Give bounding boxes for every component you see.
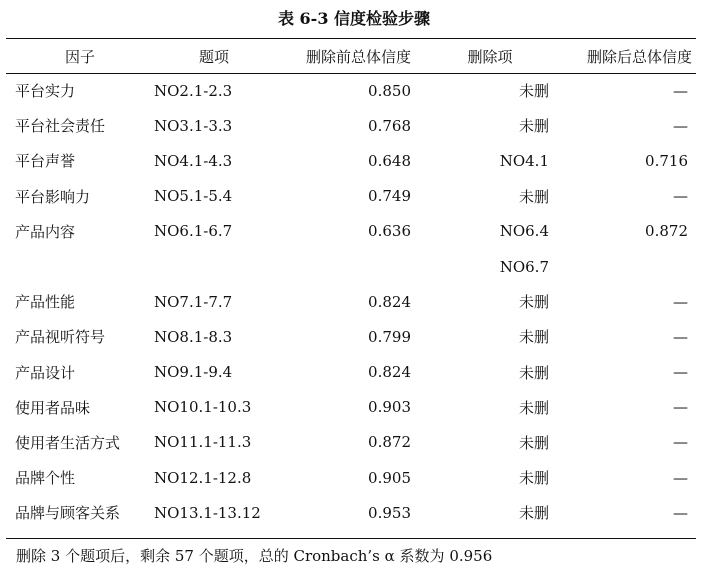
cell-alpha-after: — <box>673 81 688 100</box>
cell-deleted-item: 未删 <box>518 433 549 452</box>
cell-alpha-before: 0.872 <box>368 433 411 452</box>
table-row <box>6 319 696 354</box>
cell-factor: 产品视听符号 <box>15 328 106 347</box>
cell-alpha-after: 0.872 <box>645 222 688 241</box>
cell-items: NO2.1-2.3 <box>154 81 233 100</box>
cell-factor: 使用者品味 <box>15 398 91 417</box>
cell-deleted-item: 未删 <box>518 469 549 488</box>
cell-deleted-item: NO4.1 <box>499 151 549 170</box>
header-deleted-item: 删除项 <box>467 48 513 66</box>
cell-alpha-before: 0.903 <box>368 398 411 417</box>
cell-alpha-after: — <box>673 116 688 135</box>
cell-alpha-before <box>274 249 411 284</box>
cell-factor: 平台社会责任 <box>15 117 106 136</box>
header-alpha-after: 删除后总体信度 <box>586 48 692 66</box>
cell-alpha-after <box>549 249 696 284</box>
cell-items: NO7.1-7.7 <box>154 292 233 311</box>
cell-alpha-before: 0.648 <box>368 151 411 170</box>
cell-items: NO3.1-3.3 <box>154 116 233 135</box>
cell-alpha-before: 0.768 <box>368 116 411 135</box>
cell-alpha-before: 0.749 <box>368 187 411 206</box>
cell-alpha-before: 0.953 <box>368 503 411 522</box>
cell-alpha-after: — <box>673 468 688 487</box>
cell-deleted-item: 未删 <box>518 398 549 417</box>
cell-factor: 产品内容 <box>15 222 76 241</box>
reliability-table <box>6 40 696 530</box>
cell-factor: 产品性能 <box>15 293 76 312</box>
cell-alpha-after: — <box>673 363 688 382</box>
cell-alpha-before: 0.799 <box>368 327 411 346</box>
table-footnote: 删除 3 个题项后，剩余 57 个题项，总的 Cronbach’s α 系数为 0.956 <box>16 547 493 565</box>
cell-alpha-after: — <box>673 433 688 452</box>
bottom-rule <box>6 538 696 539</box>
table-row <box>6 355 696 390</box>
cell-factor: 使用者生活方式 <box>15 433 121 452</box>
cell-items: NO10.1-10.3 <box>154 398 252 417</box>
cell-items: NO11.1-11.3 <box>154 433 252 452</box>
table-row <box>6 73 696 108</box>
header-row <box>6 40 696 73</box>
cell-items: NO5.1-5.4 <box>154 187 233 206</box>
table-row <box>6 460 696 495</box>
cell-deleted-item: 未删 <box>518 363 549 382</box>
cell-factor <box>6 249 154 284</box>
cell-alpha-before: 0.905 <box>368 468 411 487</box>
cell-items: NO8.1-8.3 <box>154 327 233 346</box>
cell-deleted-item: 未删 <box>518 293 549 312</box>
cell-deleted-item: 未删 <box>518 187 549 206</box>
cell-alpha-before: 0.636 <box>368 222 411 241</box>
cell-deleted-item: 未删 <box>518 504 549 523</box>
table-row <box>6 108 696 143</box>
table-caption: 表 6-3 信度检验步骤 <box>277 9 431 28</box>
cell-alpha-after: — <box>673 398 688 417</box>
table-row <box>6 179 696 214</box>
cell-items: NO6.1-6.7 <box>154 222 233 241</box>
cell-items <box>154 249 274 284</box>
table-row <box>6 390 696 425</box>
table-row <box>6 214 696 249</box>
cell-factor: 品牌个性 <box>15 469 76 488</box>
cell-alpha-before: 0.850 <box>368 81 411 100</box>
header-items: 题项 <box>198 48 229 66</box>
cell-items: NO13.1-13.12 <box>154 503 261 522</box>
cell-alpha-after: — <box>673 187 688 206</box>
cell-deleted-item: NO6.7 <box>499 257 549 276</box>
cell-alpha-after: — <box>673 327 688 346</box>
cell-deleted-item: 未删 <box>518 328 549 347</box>
cell-items: NO4.1-4.3 <box>154 151 233 170</box>
cell-factor: 产品设计 <box>15 363 76 382</box>
cell-alpha-before: 0.824 <box>368 292 411 311</box>
table-row <box>6 249 696 284</box>
cell-deleted-item: 未删 <box>518 117 549 136</box>
cell-factor: 平台影响力 <box>15 187 91 206</box>
cell-factor: 品牌与顾客关系 <box>15 504 121 523</box>
table-row <box>6 425 696 460</box>
cell-deleted-item: 未删 <box>518 82 549 101</box>
top-rule <box>6 38 696 39</box>
cell-items: NO12.1-12.8 <box>154 468 252 487</box>
cell-alpha-after: — <box>673 292 688 311</box>
cell-deleted-item: NO6.4 <box>499 222 549 241</box>
cell-items: NO9.1-9.4 <box>154 363 233 382</box>
table-row <box>6 284 696 319</box>
table-row <box>6 495 696 530</box>
cell-factor: 平台声誉 <box>15 152 76 171</box>
cell-factor: 平台实力 <box>15 82 76 101</box>
cell-alpha-after: — <box>673 503 688 522</box>
header-factor: 因子 <box>64 48 95 66</box>
table-row <box>6 143 696 178</box>
cell-alpha-before: 0.824 <box>368 363 411 382</box>
header-alpha-before: 删除前总体信度 <box>305 48 411 66</box>
cell-alpha-after: 0.716 <box>645 151 688 170</box>
